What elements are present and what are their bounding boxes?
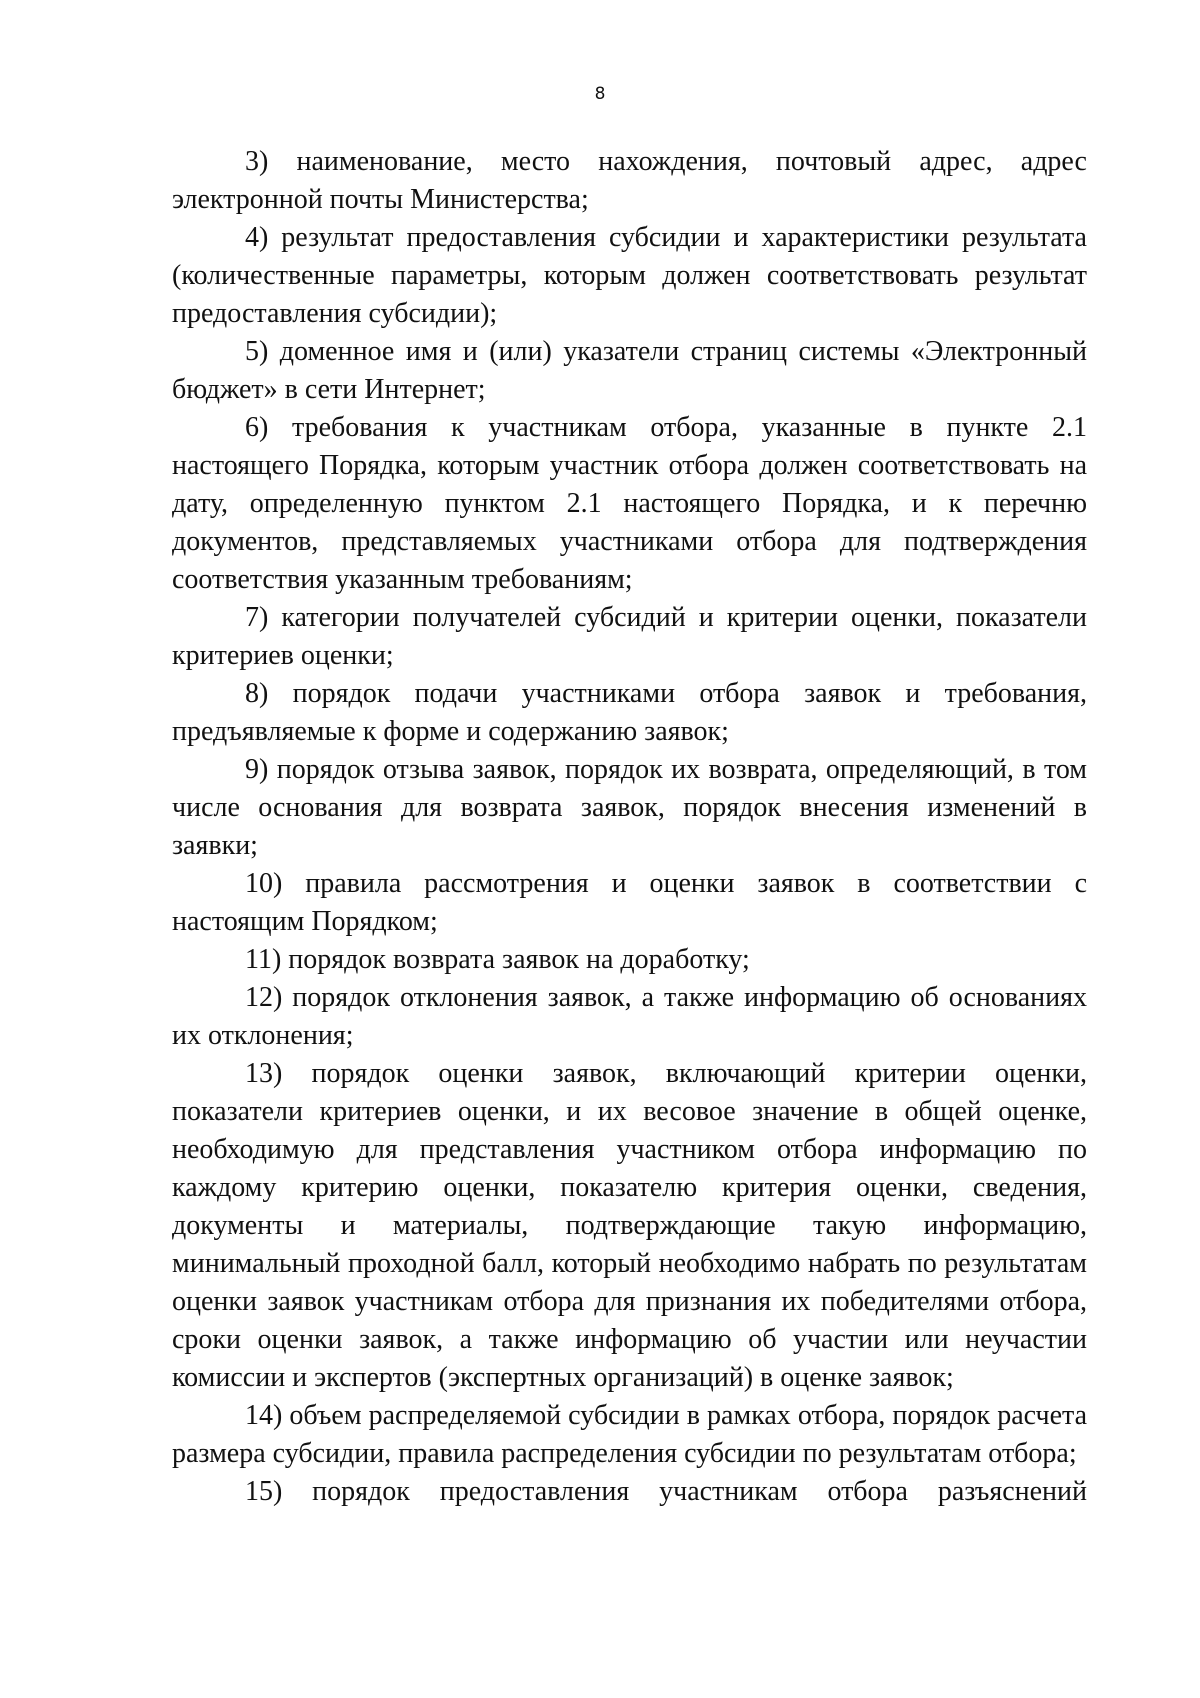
- list-item: 7) категории получателей субсидий и критерии оценки, показатели критериев оценки;: [172, 602, 1087, 671]
- list-item: 8) порядок подачи участниками отбора заявок и требования, предъявляемые к форме и содержанию заявок;: [172, 678, 1087, 747]
- list-item: 10) правила рассмотрения и оценки заявок в соответствии с настоящим Порядком;: [172, 868, 1087, 937]
- document-body: [172, 143, 1087, 1511]
- list-item: 12) порядок отклонения заявок, а также информацию об основаниях их отклонения;: [172, 982, 1087, 1051]
- list-item: 5) доменное имя и (или) указатели страниц системы «Электронный бюджет» в сети Интернет;: [172, 336, 1087, 405]
- list-item: 13) порядок оценки заявок, включающий критерии оценки, показатели критериев оценки, и их весовое значение в общей оценке, необходимую для представления участником отбора информацию по каждому критерию оценки, показателю критерия оценки, сведения, документы и материалы, подтверждающие такую информацию, минимальный проходной балл, который необходимо набрать по результатам оценки заявок участникам отбора для признания их победителями отбора, сроки оценки заявок, а также информацию об участии или неучастии комиссии и экспертов (экспертных организаций) в оценке заявок;: [172, 1058, 1087, 1393]
- list-item: 14) объем распределяемой субсидии в рамках отбора, порядок расчета размера субсидии, правила распределения субсидии по результатам отбора;: [172, 1400, 1087, 1469]
- list-item: 15) порядок предоставления участникам отбора разъяснений: [245, 1476, 1087, 1507]
- list-item: 6) требования к участникам отбора, указанные в пункте 2.1 настоящего Порядка, которым участник отбора должен соответствовать на дату, определенную пунктом 2.1 настоящего Порядка, и к перечню документов, представляемых участниками отбора для подтверждения соответствия указанным требованиям;: [172, 412, 1087, 595]
- list-item: 11) порядок возврата заявок на доработку;: [245, 944, 750, 975]
- list-item: 3) наименование, место нахождения, почтовый адрес, адрес электронной почты Министерства;: [172, 146, 1087, 215]
- list-item: 9) порядок отзыва заявок, порядок их возврата, определяющий, в том числе основания для возврата заявок, порядок внесения изменений в заявки;: [172, 754, 1087, 861]
- list-item: 4) результат предоставления субсидии и характеристики результата (количественные параметры, которым должен соответствовать результат предоставления субсидии);: [172, 222, 1087, 329]
- page-number: 8: [594, 84, 606, 104]
